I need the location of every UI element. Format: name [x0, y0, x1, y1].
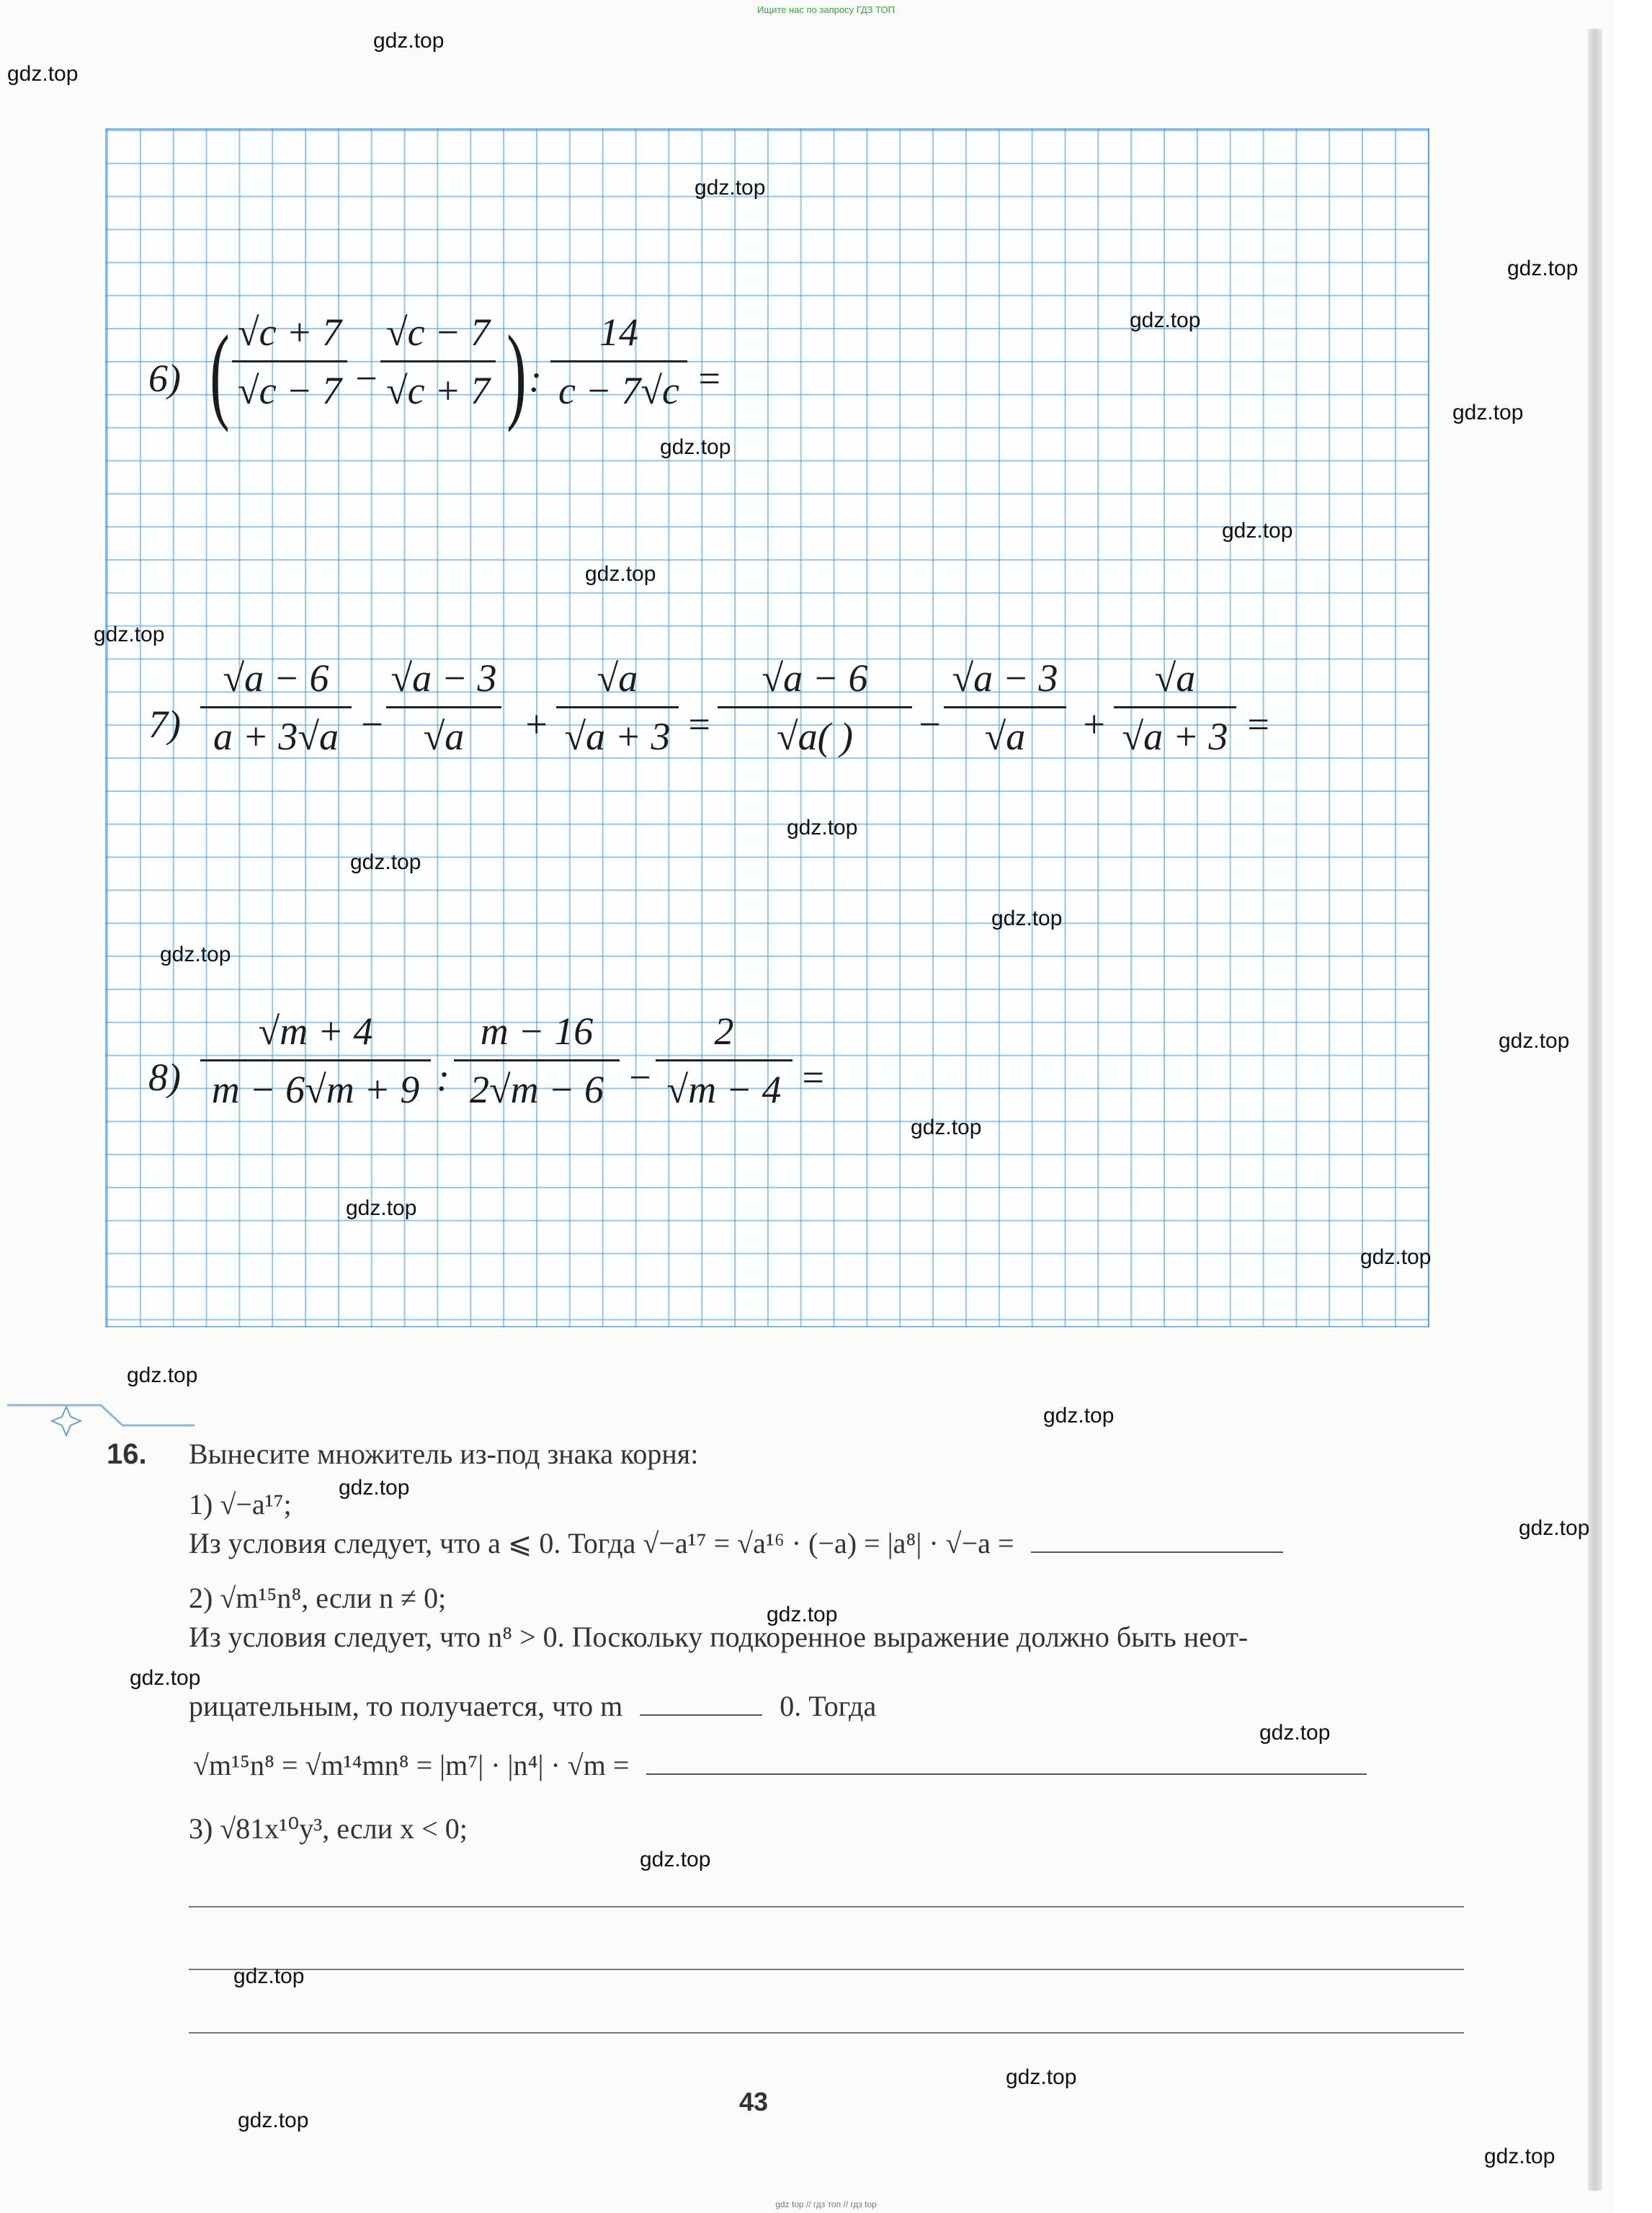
- fraction: [550, 310, 687, 413]
- watermark: gdz.top: [1259, 1721, 1331, 1745]
- equals-sign: =: [1245, 703, 1272, 746]
- watermark: gdz.top: [130, 1666, 201, 1690]
- watermark: gdz.top: [339, 1476, 410, 1500]
- answer-blank[interactable]: [1031, 1527, 1283, 1553]
- denominator: √a + 3: [1122, 715, 1228, 758]
- watermark: gdz.top: [1222, 519, 1293, 543]
- fraction: [944, 656, 1066, 759]
- answer-blank[interactable]: [640, 1690, 762, 1716]
- equals-sign: =: [686, 703, 713, 746]
- solution-text: √m¹⁵n⁸ = √m¹⁴mn⁸ = |m⁷| · |n⁴| · √m =: [193, 1749, 630, 1781]
- watermark: gdz.top: [1006, 2065, 1077, 2089]
- fraction-bar: [1114, 706, 1236, 708]
- watermark: gdz.top: [695, 176, 766, 200]
- minus-sign: −: [627, 1056, 653, 1099]
- fraction-bar: [454, 1059, 620, 1061]
- solution-text: рицательным, то получается, что m: [189, 1690, 623, 1722]
- right-paren: ): [506, 313, 527, 433]
- numerator: 14: [599, 311, 638, 354]
- fraction-bar: [656, 1059, 792, 1061]
- fraction-bar: [550, 360, 687, 362]
- item-2: 2) √m¹⁵n⁸, если n ≠ 0;: [189, 1582, 447, 1614]
- page-number: 43: [739, 2087, 769, 2116]
- fraction-bar: [718, 706, 912, 708]
- top-note: Ищите нас по запросу ГДЗ ТОП: [757, 4, 895, 15]
- denominator: √m − 4: [666, 1068, 782, 1111]
- task-title: Вынесите множитель из-под знака корня:: [189, 1438, 699, 1470]
- denominator: √c − 7: [237, 369, 342, 412]
- solution-line-2c: [193, 1748, 1367, 1782]
- watermark: gdz.top: [660, 435, 731, 459]
- fraction: [200, 656, 352, 759]
- fraction: [200, 1009, 431, 1112]
- watermark: gdz.top: [1043, 1404, 1115, 1428]
- minus-sign: −: [359, 703, 385, 746]
- watermark: gdz.top: [7, 62, 79, 86]
- answer-blank[interactable]: [646, 1749, 1367, 1775]
- denominator: a + 3√a: [213, 715, 339, 758]
- watermark: gdz.top: [1507, 257, 1579, 280]
- bottom-note: gdz top // гдз топ // гдз top: [775, 2199, 877, 2209]
- section-divider-icon: [7, 1397, 195, 1440]
- exercise-number: 8): [148, 1056, 181, 1099]
- watermark: gdz.top: [350, 850, 421, 874]
- fraction: [656, 1009, 792, 1112]
- fraction-bar: [386, 706, 501, 708]
- plus-sign: +: [523, 703, 550, 746]
- denominator: c − 7√c: [558, 369, 679, 412]
- watermark: gdz.top: [1452, 401, 1524, 424]
- answer-line[interactable]: [189, 1906, 1464, 1907]
- watermark: gdz.top: [767, 1603, 838, 1626]
- denominator: √a: [984, 715, 1026, 758]
- numerator: √c + 7: [237, 311, 342, 354]
- numerator: √a: [597, 656, 638, 700]
- denominator: 2√m − 6: [469, 1068, 604, 1111]
- numerator: √a − 6: [762, 656, 868, 700]
- page-binding-shadow: [1588, 29, 1602, 2191]
- numerator: √a − 6: [223, 656, 329, 700]
- denominator: √a + 3: [564, 715, 671, 758]
- watermark: gdz.top: [1130, 308, 1201, 332]
- watermark: gdz.top: [160, 943, 231, 966]
- watermark: gdz.top: [1360, 1245, 1432, 1269]
- fraction-bar: [380, 360, 496, 362]
- watermark: gdz.top: [346, 1196, 417, 1220]
- numerator: 2: [714, 1010, 734, 1053]
- solution-text: Из условия следует, что a ⩽ 0. Тогда √−a¹⁷ = √a¹⁶ · (−a) = |a⁸| · √−a =: [189, 1527, 1014, 1559]
- denominator: √a: [423, 715, 465, 758]
- numerator: √m + 4: [258, 1010, 373, 1053]
- numerator: √c − 7: [385, 311, 491, 354]
- fraction-bar: [200, 1059, 431, 1061]
- equals-sign: =: [800, 1056, 826, 1099]
- exercise-number: 6): [148, 357, 181, 400]
- fraction: [454, 1009, 620, 1112]
- colon-sign: :: [529, 357, 542, 400]
- watermark: gdz.top: [991, 907, 1063, 930]
- numerator: √a: [1154, 656, 1196, 700]
- fraction: [718, 656, 912, 759]
- fraction: [556, 656, 679, 759]
- watermark: gdz.top: [373, 29, 445, 53]
- minus-sign: −: [353, 357, 380, 400]
- numerator: √a − 3: [952, 656, 1058, 700]
- item-1: 1) √−a¹⁷;: [189, 1488, 292, 1520]
- answer-line[interactable]: [189, 1969, 1464, 1970]
- colon-sign: :: [437, 1056, 450, 1099]
- denominator: √c + 7: [385, 369, 491, 412]
- denominator: m − 6√m + 9: [211, 1068, 420, 1111]
- exercise-8: [148, 1010, 941, 1139]
- left-paren: (: [210, 313, 230, 433]
- equals-sign: =: [696, 357, 723, 400]
- answer-line[interactable]: [189, 2032, 1464, 2034]
- watermark: gdz.top: [1519, 1516, 1590, 1540]
- plus-sign: +: [1081, 703, 1107, 746]
- numerator: m − 16: [480, 1010, 594, 1053]
- watermark: gdz.top: [640, 1848, 711, 1871]
- item-3: 3) √81x¹⁰y³, если x < 0;: [189, 1812, 468, 1845]
- watermark: gdz.top: [911, 1116, 982, 1139]
- fraction-bar: [944, 706, 1066, 708]
- fraction-bar: [556, 706, 679, 708]
- watermark: gdz.top: [233, 1964, 305, 1988]
- watermark: gdz.top: [787, 816, 858, 840]
- fraction: [380, 310, 496, 413]
- solution-line-2a: Из условия следует, что n⁸ > 0. Поскольку подкоренное выражение должно быть неот-: [189, 1621, 1249, 1653]
- numerator: √a − 3: [390, 656, 497, 700]
- fraction-bar: [200, 706, 352, 708]
- watermark: gdz.top: [1499, 1029, 1570, 1053]
- watermark: gdz.top: [238, 2109, 309, 2132]
- watermark: gdz.top: [127, 1363, 198, 1387]
- exercise-7: [148, 656, 1301, 785]
- solution-line-1: [189, 1526, 1283, 1560]
- page-edge: [1614, 0, 1652, 2213]
- fraction-bar: [232, 360, 347, 362]
- fraction: [232, 310, 347, 413]
- exercise-6: [148, 311, 797, 454]
- fraction: [386, 656, 501, 759]
- watermark: gdz.top: [585, 562, 656, 586]
- watermark: gdz.top: [1484, 2145, 1555, 2168]
- exercise-number: 7): [148, 703, 181, 746]
- solution-line-2b: [189, 1689, 876, 1723]
- task-number: 16.: [107, 1438, 147, 1470]
- watermark: gdz.top: [94, 623, 165, 646]
- fraction: [1114, 656, 1236, 759]
- minus-sign: −: [916, 703, 943, 746]
- solution-text: 0. Тогда: [780, 1690, 877, 1722]
- denominator: √a( ): [776, 715, 854, 758]
